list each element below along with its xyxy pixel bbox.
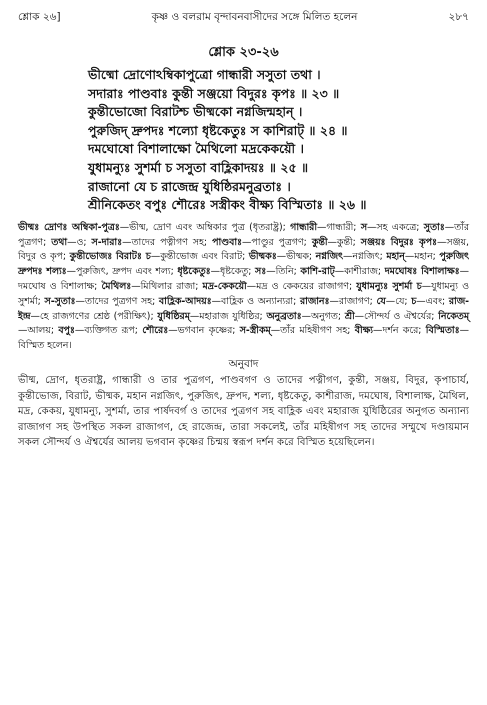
synonym-word: যুধিষ্ঠিরম্: [157, 310, 190, 322]
synonym-word: অনুব্রতাঃ: [266, 310, 302, 322]
synonym-meaning: —পুরুজিৎ, দ্রুপদ এবং শল্য;: [66, 266, 174, 278]
synonym-meaning: —ভীষ্মক;: [276, 251, 313, 263]
synonym-meaning: —কুন্তীভোজ এবং বিরাট;: [150, 251, 246, 263]
synonym-word: ভীষ্মকঃ: [248, 251, 277, 263]
synonym-word: বপুঃ: [58, 325, 75, 337]
synonym-meaning: —পাণ্ডুর পুত্রগণ;: [242, 236, 307, 248]
synonym-word: স-স্ত্রীকম্: [239, 325, 271, 337]
synonym-word: কুন্তীভোজঃ বিরাটঃ চ: [69, 251, 151, 263]
synonym-meaning: —বিস্মিত হলেন।: [18, 325, 470, 352]
verse-line: রাজানো যে চ রাজেন্দ্র যুধিষ্ঠিরমনুব্রতাঃ ।: [88, 178, 291, 194]
synonym-meaning: —ব্যক্তিগত রূপ;: [74, 325, 138, 337]
verse-line: ভীষ্মো দ্রোণোঽম্বিকাপুত্রো গান্ধারী সসুতা তথা ।: [88, 67, 321, 82]
synonym-meaning: —যুধামন্যু ও সুশর্মা;: [18, 280, 469, 307]
synonym-meaning: —নগ্নজিৎ;: [342, 251, 383, 263]
synonym-word: শৌরেঃ: [142, 325, 169, 337]
synonym-word: রাজ-ইন্দ্র: [18, 295, 470, 322]
synonym-meaning: —সহ একত্রে;: [367, 221, 420, 233]
synonym-meaning: —সৌন্দর্য ও ঐশ্বর্যের;: [354, 310, 435, 322]
synonym-word: রাজানঃ: [299, 295, 330, 307]
synonym-word: তথা: [51, 236, 68, 248]
running-header: [18, 10, 469, 24]
synonym-word: সুতাঃ: [423, 221, 445, 233]
translation-text: ভীষ্ম, দ্রোণ, ধৃতরাষ্ট্র, গান্ধারী ও তার পুত্রগণ, পাণ্ডবগণ ও তাদের পত্নীগণ, কুন্তী, সঞ্জয়, বিদুর, কৃপাচার্য, কুন্তীভোজ, বিরাট, ভীষ্মক, মহান নগ্নজিৎ, পুরুজিৎ, দ্রুপদ, শল্য, ধৃষ্টকেতু, কাশীরাজ, দমঘোষ, বিশালাক্ষ, মৈথিল, মদ্র, কেকয়, যুধামন্যু, সুশর্মা, তার পার্ষদবর্গ ও তাদের পুত্রগণ সহ বাহ্লিক এবং মহারাজ যুধিষ্ঠিরের অনুগত অন্যান্য রাজাগণ সহ উপস্থিত সকল রাজাগণ, হে রাজেন্দ্র, তারা সকলেই, তাঁর মহিষীগণ সহ তাদের সম্মুখে দণ্ডায়মান সকল সৌন্দর্য ও ঐশ্বর্যের আলয় ভগবান কৃষ্ণের চিন্ময় স্বরূপ দর্শন করে বিস্মিত হয়েছিলেন।: [18, 374, 469, 449]
verse-line: দমঘোষো বিশালাক্ষো মৈথিলো মদ্রকেকয়ৌ ।: [88, 141, 304, 157]
synonym-meaning: —মিথিলার রাজা;: [131, 280, 199, 292]
synonym-word: যুধামন্যুঃ সুশর্মা চ: [356, 280, 422, 292]
synonym-meaning: —অনুগত;: [301, 310, 342, 322]
word-for-word-synonyms: [18, 221, 469, 354]
synonym-word: বাহ্লিক-আদয়ঃ: [158, 295, 212, 307]
synonym-word: বীক্ষ্য: [354, 325, 374, 337]
synonym-word: মদ্র-কেকয়ৌ: [202, 280, 247, 292]
verse-text: [18, 66, 469, 215]
synonym-meaning: —ও;: [67, 236, 87, 248]
synonym-word: নগ্নজিৎ: [315, 251, 343, 263]
synonym-word: স: [360, 221, 368, 233]
synonym-meaning: —তিনি;: [266, 266, 297, 278]
synonym-word: শ্রী: [344, 310, 355, 322]
synonym-word: কুন্তী: [311, 236, 328, 248]
synonym-meaning: —গান্ধারী;: [317, 221, 357, 233]
synonym-word: কাশি-রাট্: [300, 266, 335, 278]
synonym-meaning: —যে;: [385, 295, 408, 307]
synonym-meaning: —দমঘোষ ও বিশালাক্ষ;: [18, 266, 470, 292]
synonym-word: বিস্মিতাঃ: [425, 325, 460, 337]
synonym-word: পাণ্ডবাঃ: [212, 236, 243, 248]
synonym-word: স-সুতাঃ: [44, 295, 76, 307]
synonym-meaning: —কুন্তী;: [327, 236, 356, 248]
synonym-word: দমঘোষঃ বিশালাক্ষঃ: [384, 266, 460, 278]
synonym-meaning: —রাজাগণ;: [329, 295, 373, 307]
synonym-word: গান্ধারী: [290, 221, 318, 233]
synonym-meaning: —আলয়;: [18, 325, 54, 337]
verse-line: সদারাঃ পাণ্ডবাঃ কুন্তী সঞ্জয়ো বিদুরঃ কৃপঃ ॥ ২৩ ॥: [88, 85, 340, 101]
header-verse-ref: শ্লোক ২৬]: [18, 11, 61, 23]
synonym-meaning: —কাশীরাজ;: [334, 266, 382, 278]
verse-line: শ্রীনিকেতং বপুঃ শৌরেঃ সস্ত্রীকং বীক্ষ্য বিস্মিতাঃ ॥ ২৬ ॥: [88, 197, 367, 213]
synonym-word: সঃ: [255, 266, 267, 278]
verse-line: পুরুজিদ্ দ্রুপদঃ শল্যো ধৃষ্টকেতুঃ স কাশিরাট্ ॥ ২৪ ॥: [88, 122, 348, 138]
synonym-word: পুরুজিৎ দ্রুপদঃ শল্যঃ: [18, 251, 470, 278]
synonym-meaning: —তাঁর মহিষীগণ সহ;: [270, 325, 351, 337]
synonym-word: মহান্: [386, 251, 405, 263]
synonym-meaning: —বাহ্লিক ও অন্যান্যরা;: [211, 295, 297, 307]
translation-heading: অনুবাদ: [228, 357, 259, 370]
synonym-meaning: —হে রাজগণের শ্রেষ্ঠ (পরীক্ষিৎ);: [30, 310, 154, 322]
synonym-meaning: —মহান;: [404, 251, 436, 263]
verse-line: কুন্তীভোজো বিরাটশ্চ ভীষ্মকো নগ্নজিন্মহান্ ।: [88, 104, 303, 120]
synonym-meaning: —তাদের পুত্রগণ সহ;: [75, 295, 156, 307]
synonym-meaning: —এবং;: [416, 295, 446, 307]
synonym-word: ধৃষ্টকেতুঃ: [177, 266, 211, 278]
synonym-word: মৈথিলঃ: [101, 280, 132, 292]
synonym-word: যে: [376, 295, 386, 307]
synonym-word: চ: [411, 295, 417, 307]
synonym-word: স-দারাঃ: [91, 236, 123, 248]
synonym-word: সঞ্জয়ঃ বিদুরঃ কৃপঃ: [360, 236, 437, 248]
synonym-word: ভীষ্মঃ দ্রোণঃ অম্বিকা-পুত্রঃ: [18, 221, 120, 233]
synonym-meaning: —মহারাজ যুধিষ্ঠির;: [189, 310, 263, 322]
verse-heading: শ্লোক ২৩-২৬: [208, 45, 279, 60]
synonym-meaning: —দর্শন করে;: [373, 325, 422, 337]
synonym-meaning: —ভগবান কৃষ্ণের;: [168, 325, 236, 337]
synonym-word: নিকেতম্: [438, 310, 470, 322]
synonym-meaning: —ভীষ্ম, দ্রোণ এবং অম্বিকার পুত্র (ধৃতরাষ্ট্র);: [119, 221, 286, 233]
synonym-meaning: —ধৃষ্টকেতু;: [210, 266, 252, 278]
page-number: ২৮৭: [448, 11, 469, 23]
verse-line: যুধামন্যুঃ সুশর্মা চ সসুতা বাহ্লিকাদয়ঃ ॥ ২৫ ॥: [88, 159, 309, 175]
synonym-meaning: —তাদের পত্নীগণ সহ;: [122, 236, 208, 248]
synonym-meaning: —মদ্র ও কেকয়ের রাজাগণ;: [246, 280, 353, 292]
synonym-meaning: —তাঁর পুত্রগণ;: [18, 221, 470, 248]
header-chapter-title: কৃষ্ণ ও বলরাম বৃন্দাবনবাসীদের সঙ্গে মিলিত হলেন: [151, 11, 358, 23]
synonym-meaning: —সঞ্জয়, বিদুর ও কৃপ;: [18, 236, 470, 263]
